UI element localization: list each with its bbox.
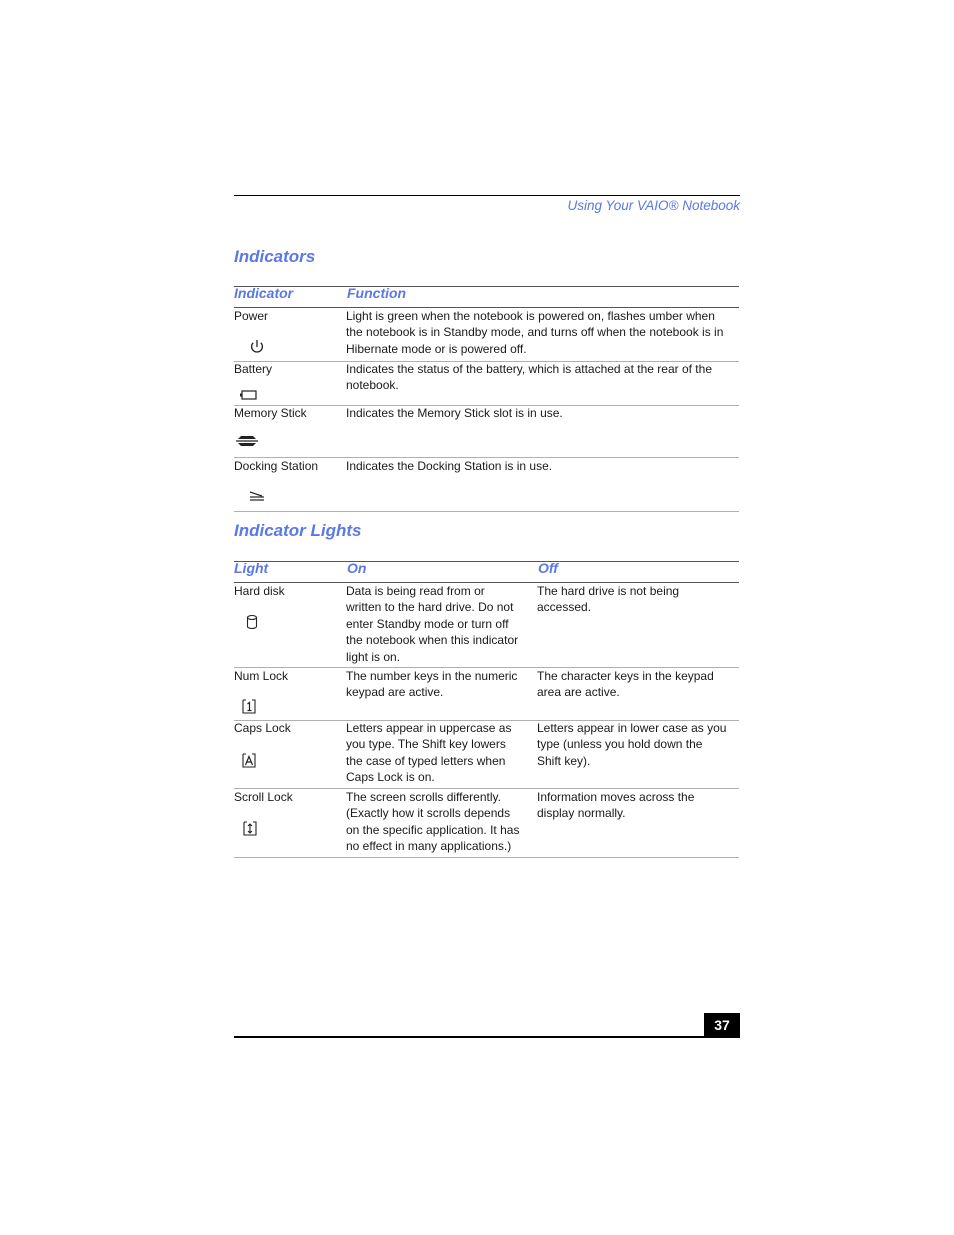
- off-line: Shift key).: [537, 753, 591, 768]
- indicator-function: [346, 405, 563, 421]
- indicator-name: Battery: [234, 362, 273, 376]
- column-header-function: Function: [347, 285, 407, 301]
- table-top-rule: [234, 286, 739, 287]
- light-name: Caps Lock: [234, 721, 291, 735]
- off-line: area are active.: [537, 685, 620, 700]
- memory-stick-icon: [235, 431, 259, 449]
- light-off-text: [537, 583, 679, 616]
- on-line: Data is being read from or: [346, 584, 485, 598]
- light-name: Scroll Lock: [234, 790, 293, 804]
- function-line: the notebook is in Standby mode, and turns off when the notebook is in: [346, 325, 724, 340]
- off-line: Information moves across the: [537, 790, 695, 804]
- on-line: enter Standby mode or turn off: [346, 616, 509, 631]
- table-top-rule: [234, 561, 739, 562]
- battery-icon: [239, 386, 257, 404]
- off-line: The hard drive is not being: [537, 584, 680, 598]
- on-line: you type. The Shift key lowers: [346, 737, 506, 752]
- column-header-on: On: [347, 560, 367, 576]
- indicator-function: [346, 458, 552, 474]
- light-on-text: [346, 583, 518, 665]
- hard-disk-icon: [243, 613, 261, 631]
- off-line: type (unless you hold down the: [537, 737, 703, 752]
- light-name: Hard disk: [234, 584, 285, 598]
- light-on-text: [346, 789, 519, 855]
- on-line: written to the hard drive. Do not: [346, 600, 514, 615]
- off-line: The character keys in the keypad: [537, 669, 714, 683]
- light-off-text: [537, 789, 694, 822]
- on-line: (Exactly how it scrolls depends: [346, 806, 511, 821]
- on-line: keypad are active.: [346, 685, 444, 700]
- column-header-off: Off: [538, 560, 558, 576]
- scroll-lock-icon: [241, 819, 259, 837]
- indicator-name: Docking Station: [234, 459, 319, 473]
- table-bottom-rule: [234, 857, 739, 858]
- on-line: no effect in many applications.): [346, 839, 512, 854]
- function-line: Indicates the Docking Station is in use.: [346, 459, 553, 473]
- light-off-text: [537, 720, 726, 769]
- section-title-indicators: Indicators: [234, 247, 316, 266]
- function-line: Indicates the Memory Stick slot is in use.: [346, 406, 563, 420]
- on-line: Caps Lock is on.: [346, 770, 435, 785]
- on-line: The screen scrolls differently.: [346, 790, 501, 804]
- column-header-indicator: Indicator: [234, 285, 294, 301]
- on-line: the case of typed letters when: [346, 753, 506, 768]
- caps-lock-icon: [240, 751, 258, 769]
- on-line: The number keys in the numeric: [346, 669, 518, 683]
- indicator-function: [346, 361, 712, 394]
- indicator-function: [346, 308, 723, 357]
- light-on-text: [346, 668, 517, 701]
- footer-rule: [234, 1036, 740, 1038]
- power-icon: [248, 338, 266, 356]
- off-line: Letters appear in lower case as you: [537, 721, 727, 735]
- light-name: Num Lock: [234, 669, 289, 683]
- off-line: display normally.: [537, 806, 626, 821]
- running-header: Using Your VAIO® Notebook: [567, 198, 740, 213]
- column-header-light: Light: [234, 560, 269, 576]
- function-line: Indicates the status of the battery, which is attached at the rear of the: [346, 362, 712, 376]
- function-line: notebook.: [346, 378, 399, 393]
- on-line: on the specific application. It has: [346, 822, 520, 837]
- indicator-name: Memory Stick: [234, 406, 307, 420]
- table-bottom-rule: [234, 511, 739, 512]
- header-rule: [234, 195, 740, 196]
- function-line: Light is green when the notebook is powered on, flashes umber when: [346, 309, 715, 323]
- on-line: light is on.: [346, 649, 401, 664]
- on-line: Letters appear in uppercase as: [346, 721, 512, 735]
- function-line: Hibernate mode or is powered off.: [346, 341, 527, 356]
- section-title-indicator-lights: Indicator Lights: [234, 521, 362, 540]
- page-number: 37: [704, 1013, 740, 1037]
- indicator-name: Power: [234, 309, 269, 323]
- docking-station-icon: [248, 487, 266, 505]
- off-line: accessed.: [537, 600, 592, 615]
- light-off-text: [537, 668, 714, 701]
- light-on-text: [346, 720, 511, 786]
- num-lock-icon: [240, 697, 258, 715]
- on-line: the notebook when this indicator: [346, 633, 519, 648]
